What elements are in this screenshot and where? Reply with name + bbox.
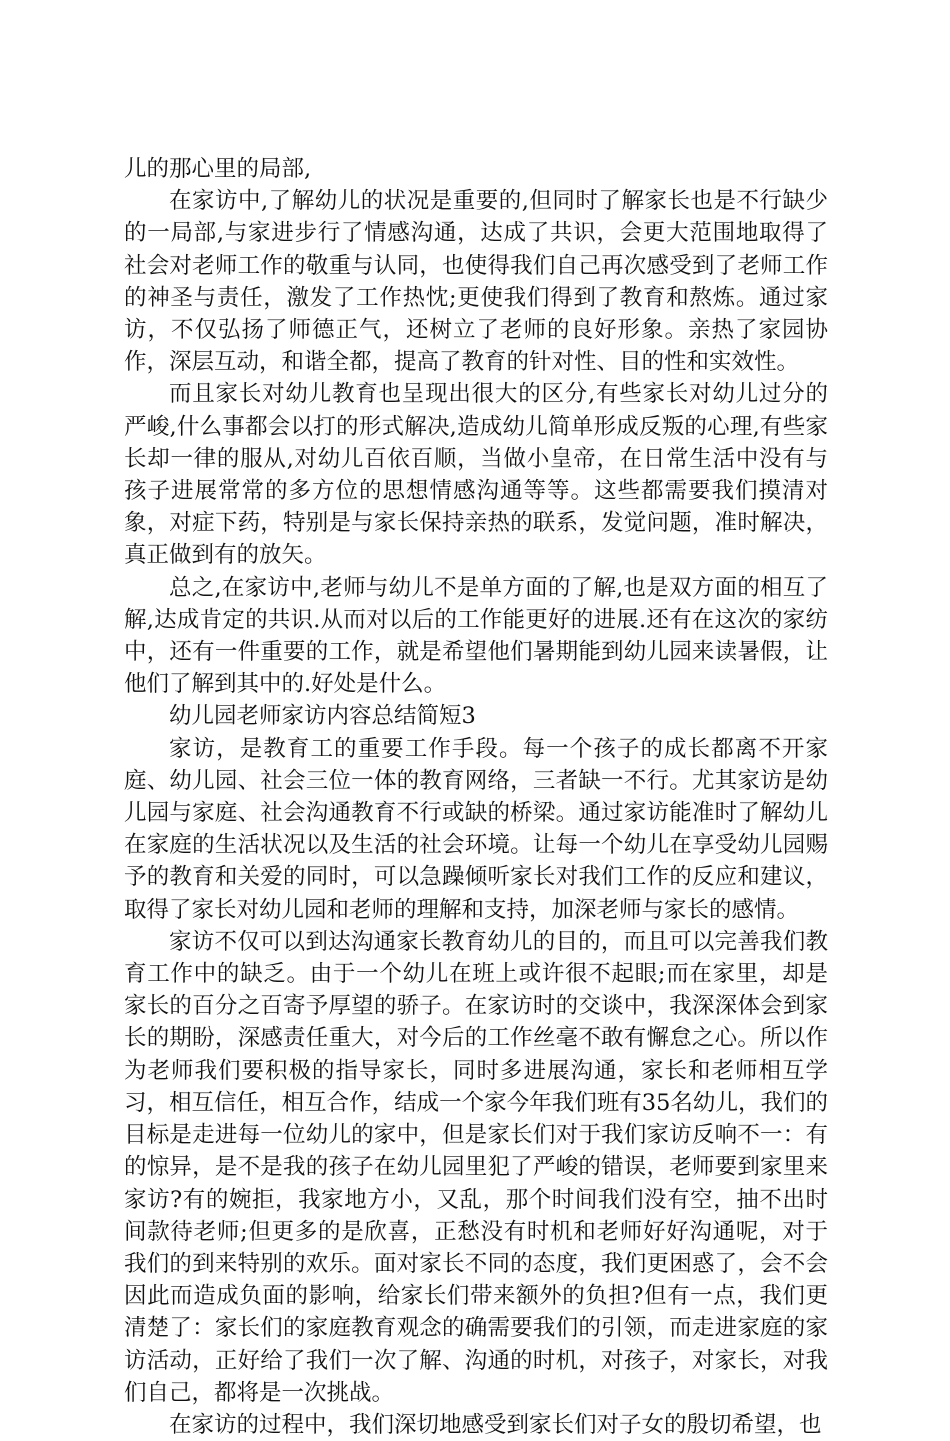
- paragraph: 家访不仅可以到达沟通家长教育幼儿的目的，而且可以完善我们教育工作中的缺乏。由于一个幼儿在班上或许很不起眼;而在家里，却是家长的百分之百寄予厚望的骄子。在家访时的交谈中，我深深体会到家长的期盼，深感责任重大，对今后的工作丝毫不敢有懈怠之心。所以作为老师我们要积极的指导家长，同时多进展沟通，家长和老师相互学习，相互信任，相互合作，结成一个家今年我们班有35名幼儿，我们的目标是走进每一位幼儿的家中，但是家长们对于我们家访反响不一：有的惊异，是不是我的孩子在幼儿园里犯了严峻的错误，老师要到家里来家访?有的婉拒，我家地方小，又乱，那个时间我们没有空，抽不出时间款待老师;但更多的是欣喜，正愁没有时机和老师好好沟通呢，对于我们的到来特别的欢乐。面对家长不同的态度，我们更困惑了，会不会因此而造成负面的影响，给家长们带来额外的负担?但有一点，我们更清楚了：家长们的家庭教育观念的确需要我们的引领，而走进家庭的家访活动，正好给了我们一次了解、沟通的时机，对孩子，对家长，对我们自己，都将是一次挑战。: [124, 928, 828, 1406]
- paragraph: 家访，是教育工的重要工作手段。每一个孩子的成长都离不开家庭、幼儿园、社会三位一体的教育网络，三者缺一不行。尤其家访是幼儿园与家庭、社会沟通教育不行或缺的桥梁。通过家访能准时了解幼儿在家庭的生活状况以及生活的社会环境。让每一个幼儿在享受幼儿园赐予的教育和关爱的同时，可以急躁倾听家长对我们工作的反应和建议，取得了家长对幼儿园和老师的理解和支持，加深老师与家长的感情。: [124, 735, 828, 923]
- paragraph: 在家访中,了解幼儿的状况是重要的,但同时了解家长也是不行缺少的一局部,与家进步行了情感沟通，达成了共识，会更大范围地取得了社会对老师工作的敬重与认同，也使得我们自己再次感受到了老师工作的神圣与责任，激发了工作热忱;更使我们得到了教育和熬炼。通过家访，不仅弘扬了师德正气，还树立了老师的良好形象。亲热了家园协作，深层互动，和谐全都，提高了教育的针对性、目的性和实效性。: [124, 188, 828, 376]
- section-heading: 幼儿园老师家访内容总结简短3: [169, 703, 476, 730]
- paragraph: 而且家长对幼儿教育也呈现出很大的区分,有些家长对幼儿过分的严峻,什么事都会以打的形式解决,造成幼儿简单形成反叛的心理,有些家长却一律的服从,对幼儿百依百顺，当做小皇帝，在日常生活中没有与孩子进展常常的多方位的思想情感沟通等等。这些都需要我们摸清对象，对症下药，特别是与家长保持亲热的联系，发觉问题，准时解决，真正做到有的放矢。: [124, 381, 828, 569]
- document-body: [124, 153, 828, 1441]
- paragraph: 在家访的过程中，我们深切地感受到家长们对子女的殷切希望，也: [169, 1411, 822, 1438]
- paragraph-continuation: 儿的那心里的局部,: [124, 156, 312, 182]
- paragraph: 总之,在家访中,老师与幼儿不是单方面的了解,也是双方面的相互了解,达成肯定的共识.从而对以后的工作能更好的进展.还有在这次的家纺中，还有一件重要的工作，就是希望他们暑期能到幼儿园来读暑假，让他们了解到其中的.好处是什么。: [124, 574, 828, 698]
